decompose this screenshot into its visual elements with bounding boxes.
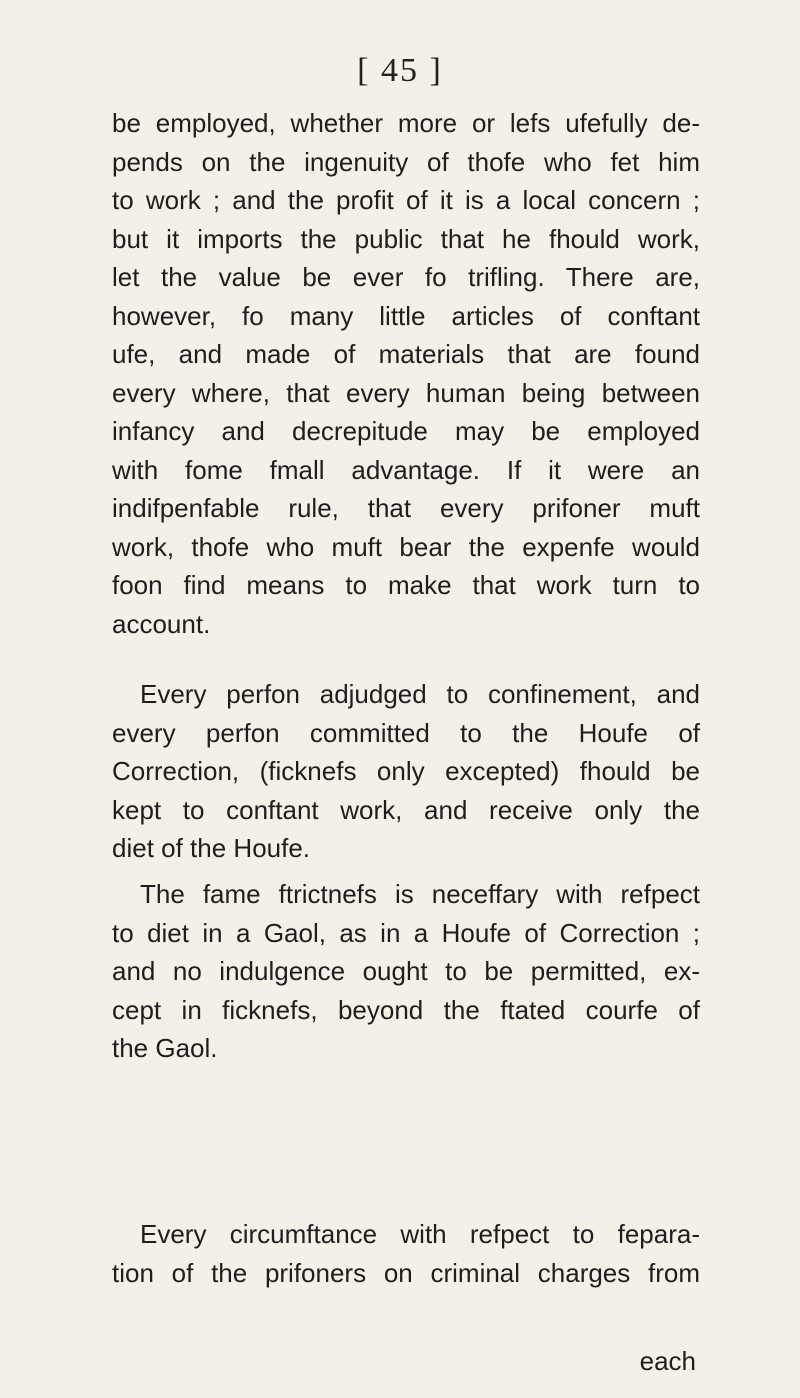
text-line: diet of the Houfe. [112, 833, 311, 863]
text-line: work, thofe who muft bear the expenfe would [112, 531, 700, 562]
text-line: be employed, whether more or lefs ufefully de- [112, 108, 700, 138]
text-line: The fame ftrictnefs is neceffary with refpect [140, 879, 700, 909]
paragraph-3 [112, 875, 700, 1068]
text-line: with fome fmall advantage. If it were an [112, 454, 700, 485]
text-line: kept to conftant work, and receive only the [112, 794, 700, 825]
text-line: however, fo many little articles of conftant [112, 300, 700, 331]
catchword: each [639, 1346, 696, 1376]
text-line: account. [112, 608, 211, 639]
text-line: cept in ficknefs, beyond the ftated courfe of [112, 994, 700, 1025]
text-line: pends on the ingenuity of thofe who fet him [112, 146, 700, 177]
text-line: every where, that every human being between [112, 377, 700, 408]
text-line: let the value be ever fo trifling. There are, [112, 262, 700, 292]
paragraph-4 [112, 1215, 700, 1292]
text-line: every perfon committed to the Houfe of [112, 717, 700, 748]
paragraph-1 [112, 104, 700, 643]
text-line: to work ; and the profit of it is a local concern ; [112, 185, 700, 215]
text-line: the Gaol. [112, 1033, 218, 1063]
text-line: foon find means to make that work turn to [112, 570, 700, 600]
text-line: and no indulgence ought to be permitted, ex- [112, 956, 700, 986]
text-line: tion of the prifoners on criminal charges from [112, 1257, 700, 1288]
text-line: indifpenfable rule, that every prifoner muft [112, 493, 700, 523]
paragraph-2 [112, 675, 700, 868]
text-line: but it imports the public that he fhould work, [112, 223, 700, 254]
text-line: Correction, (ficknefs only excepted) fhould be [112, 756, 700, 786]
text-line: Every perfon adjudged to confinement, and [140, 679, 700, 709]
text-line: infancy and decrepitude may be employed [112, 416, 700, 446]
page-number: [ 45 ] [357, 52, 443, 89]
text-line: ufe, and made of materials that are found [112, 339, 700, 369]
text-line: Every circumftance with refpect to fepara- [140, 1219, 700, 1249]
text-line: to diet in a Gaol, as in a Houfe of Correction ; [112, 917, 700, 948]
